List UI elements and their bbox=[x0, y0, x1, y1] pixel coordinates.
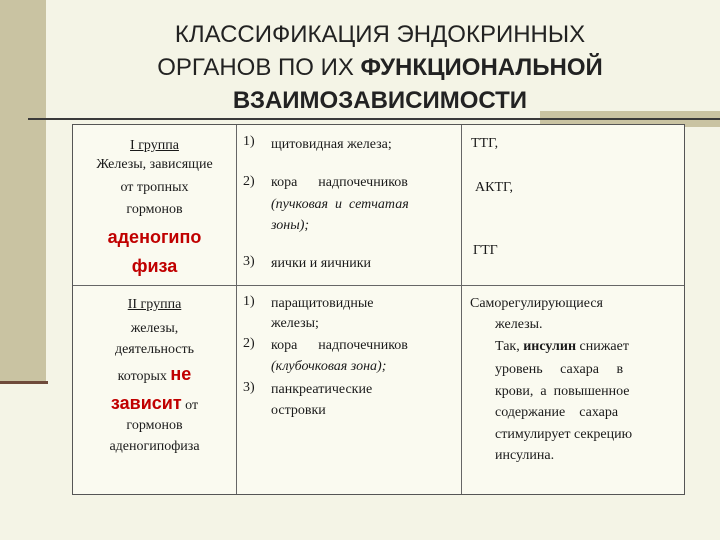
group1-item3-number: 3) bbox=[243, 254, 255, 269]
group2-item3-text-line2: островки bbox=[271, 403, 326, 418]
group2-desc-line6: аденогипофиза bbox=[109, 439, 200, 454]
group2-desc-line4 bbox=[73, 392, 236, 414]
group2-item2-text-line1: кора надпочечников bbox=[271, 338, 408, 353]
group2-note-line3-a: Так, bbox=[495, 339, 524, 354]
group2-note-line2: железы. bbox=[495, 317, 543, 332]
group2-item3-number: 3) bbox=[243, 380, 255, 395]
group2-desc-line3 bbox=[73, 363, 236, 385]
group2-desc-line1: железы, bbox=[130, 321, 179, 336]
title-accent-line bbox=[540, 118, 720, 120]
group2-desc-line4-red: зависит bbox=[110, 393, 182, 413]
title-line-2 bbox=[100, 51, 660, 84]
group2-item1-text-line1: паращитовидные bbox=[271, 296, 374, 311]
group2-item2-number: 2) bbox=[243, 336, 255, 351]
group2-note-line7: стимулирует секрецию bbox=[495, 427, 633, 442]
group2-note-insulin: инсулин bbox=[523, 339, 577, 354]
group1-desc-line1: Железы, зависящие bbox=[96, 157, 213, 172]
group2-note-line4: уровень сахара в bbox=[495, 362, 624, 377]
table-column-divider-2 bbox=[461, 125, 462, 494]
group2-desc-line5: гормонов bbox=[126, 418, 183, 433]
group2-note-line6: содержание сахара bbox=[495, 405, 619, 420]
group1-hormone-3: ГТГ bbox=[473, 243, 498, 258]
group2-desc-line3-plain: которых bbox=[117, 369, 171, 384]
group2-note-line3-c: снижает bbox=[576, 339, 629, 354]
title-line-1: КЛАССИФИКАЦИЯ ЭНДОКРИННЫХ bbox=[174, 21, 586, 48]
group1-item3-text: яички и яичники bbox=[271, 256, 372, 271]
title-line-2-plain: ОРГАНОВ ПО ИХ bbox=[157, 54, 361, 81]
group1-desc-line2: от тропных bbox=[120, 180, 189, 195]
title-line-3-bold: ВЗАИМОЗАВИСИМОСТИ bbox=[232, 87, 528, 114]
group2-item1-text-line2: железы; bbox=[271, 316, 319, 331]
group1-highlight-line2: физа bbox=[131, 256, 178, 276]
group1-item1-text: щитовидная железа; bbox=[271, 137, 392, 152]
table-column-divider-1 bbox=[236, 125, 237, 494]
group1-item2-text-line3: зоны); bbox=[271, 218, 310, 233]
decorative-side-bar-line bbox=[0, 381, 48, 384]
group2-note-line1: Саморегулирующиеся bbox=[470, 296, 603, 311]
group1-item2-text-line1: кора надпочечников bbox=[271, 175, 408, 190]
group2-note-line8: инсулина. bbox=[495, 448, 555, 463]
group2-desc-line3-red: не bbox=[170, 364, 192, 384]
group1-hormone-2: АКТГ, bbox=[475, 180, 514, 195]
group2-desc-line2: деятельность bbox=[114, 342, 195, 357]
group1-highlight-line1: аденогипо bbox=[107, 227, 202, 247]
group2-desc-line4-plain: от bbox=[181, 398, 199, 413]
group1-hormone-1: ТТГ, bbox=[471, 136, 499, 151]
group1-desc-line3: гормонов bbox=[126, 202, 183, 217]
group1-item2-text-line2: (пучковая и сетчатая bbox=[271, 197, 409, 212]
classification-table bbox=[72, 124, 685, 495]
decorative-side-bar bbox=[0, 0, 46, 383]
group1-item1-number: 1) bbox=[243, 134, 255, 149]
group2-item3-text-line1: панкреатические bbox=[271, 382, 373, 397]
slide-title bbox=[100, 18, 660, 117]
group2-note-line5: крови, а повышенное bbox=[495, 384, 630, 399]
group2-note-line3 bbox=[495, 338, 629, 355]
group2-name: II группа bbox=[127, 297, 182, 312]
group1-item2-number: 2) bbox=[243, 174, 255, 189]
group2-item2-text-line2: (клубочковая зона); bbox=[271, 359, 387, 374]
table-row-divider bbox=[73, 285, 684, 286]
title-line-2-bold: ФУНКЦИОНАЛЬНОЙ bbox=[360, 54, 603, 81]
group1-name: I группа bbox=[130, 138, 179, 153]
group2-item1-number: 1) bbox=[243, 294, 255, 309]
